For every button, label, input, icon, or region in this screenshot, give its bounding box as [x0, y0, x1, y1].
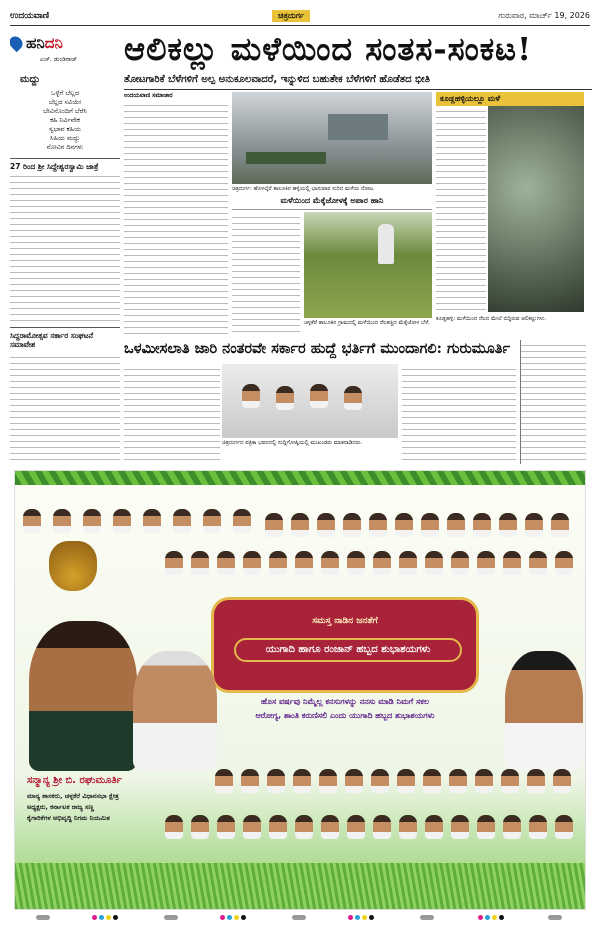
- festival-greeting-ad: [14, 470, 586, 910]
- story-headline: 27 ರಿಂದ ಶ್ರೀ ಸಿದ್ದೇಶ್ವರಸ್ವಾಮಿ ಜಾತ್ರೆ: [10, 162, 99, 171]
- reg-dot: [241, 915, 246, 920]
- reg-dot: [113, 915, 118, 920]
- masthead: [10, 6, 590, 26]
- greeting-line-2: ಆರೋಗ್ಯ, ಶಾಂತಿ ಕರುಣಿಸಲಿ ಎಂದು ಯುಗಾದಿ ಹಬ್ಬದ ಶುಭಾಶಯಗಳು: [255, 711, 435, 720]
- portrait-face: [477, 815, 495, 839]
- portrait-face: [501, 769, 519, 793]
- portrait-face: [243, 551, 261, 575]
- portrait-face: [451, 815, 469, 839]
- reg-dot: [220, 915, 225, 920]
- divider: [10, 327, 120, 328]
- reg-dot: [369, 915, 374, 920]
- portrait-face: [83, 509, 101, 533]
- maize-damage-photo: [304, 212, 432, 318]
- leader-portrait-large: [133, 651, 217, 771]
- second-text-2: [402, 364, 516, 464]
- reg-dot: [348, 915, 353, 920]
- portrait-face: [373, 815, 391, 839]
- person-shape: [310, 384, 328, 408]
- lead-photo-rain: [232, 92, 432, 184]
- reg-dot: [234, 915, 239, 920]
- portrait-face: [321, 815, 339, 839]
- hailstones-photo: [488, 106, 584, 312]
- grass-border: [15, 863, 586, 910]
- lead-subhead: ತೋಟಗಾರಿಕೆ ಬೆಳೆಗಳಿಗೆ ಅಲ್ಪ ಅನುಕೂಲವಾದರೆ, ಇನ್ನುಳಿದ ಬಹುತೇಕ ಬೆಳೆಗಳಿಗೆ ಹೊಡೆತದ ಭೀತಿ: [124, 74, 592, 90]
- portrait-face: [293, 769, 311, 793]
- portrait-face: [451, 551, 469, 575]
- poem-line: ಒಳ್ಳೆಗೆ ಬೆಲ್ಲದ: [50, 89, 80, 97]
- column-logo: [10, 30, 120, 56]
- reg-mark: [164, 915, 178, 920]
- person-shape: [344, 386, 362, 410]
- reg-mark: [36, 915, 50, 920]
- reg-dot: [485, 915, 490, 920]
- poem-line: ಸಿಹಿಯ ಮದ್ದು: [50, 134, 80, 142]
- drop-icon: [10, 34, 25, 52]
- masthead-paper-name: ಉದಯವಾಣಿ: [10, 10, 50, 21]
- portrait-face: [527, 769, 545, 793]
- portrait-face: [217, 815, 235, 839]
- mla-title-2: ಅಧ್ಯಕ್ಷರು, ಕರ್ನಾಟಕ ರಾಜ್ಯ ಸಣ್ಣ: [27, 803, 95, 811]
- leader-portrait-large: [505, 651, 583, 771]
- second-headline: ಒಳಮೀಸಲಾತಿ ಜಾರಿ ನಂತರವೇ ಸರ್ಕಾರ ಹುದ್ದೆ ಭರ್ತಿಗೆ ಮುಂದಾಗಲಿ: ಗುರುಮೂರ್ತಿ: [124, 340, 511, 357]
- reg-dot: [227, 915, 232, 920]
- left-column: [10, 30, 120, 460]
- reg-dot: [478, 915, 483, 920]
- hedge-shape: [246, 152, 326, 164]
- portrait-face: [317, 513, 335, 537]
- reg-dot: [499, 915, 504, 920]
- portrait-face: [551, 513, 569, 537]
- portrait-face: [113, 509, 131, 533]
- portrait-face: [553, 769, 571, 793]
- portrait-face: [215, 769, 233, 793]
- reg-dot: [92, 915, 97, 920]
- portrait-face: [165, 551, 183, 575]
- box-text: [232, 212, 300, 336]
- portrait-face: [423, 769, 441, 793]
- story-headline: ಸಿದ್ದರಾಮೋತ್ಸವ ಸರ್ಕಾರ ಸಂಘಟನೆ ಸಮಾವೇಶ: [10, 331, 94, 349]
- banner-main-text: ಯುಗಾದಿ ಹಾಗೂ ರಂಜಾನ್ ಹಬ್ಬದ ಶುಭಾಶಯಗಳು: [234, 638, 462, 662]
- mla-title-1: ಮಾನ್ಯ ಶಾಸಕರು, ಚಳ್ಳಕೆರೆ ವಿಧಾನಸಭಾ ಕ್ಷೇತ್ರ: [27, 792, 119, 800]
- person-shape: [276, 386, 294, 410]
- portrait-face: [369, 513, 387, 537]
- poem-title: ಮದ್ದು: [20, 74, 41, 85]
- portrait-face: [529, 815, 547, 839]
- portrait-face: [475, 769, 493, 793]
- portrait-face: [23, 509, 41, 533]
- portrait-face: [295, 815, 313, 839]
- portrait-face: [525, 513, 543, 537]
- portrait-face: [291, 513, 309, 537]
- lead-headline: ಆಲಿಕಲ್ಲು ಮಳೆಯಿಂದ ಸಂತಸ-ಸಂಕಟ!: [124, 30, 533, 68]
- poem-line: ಕಹಿ ನಿರ್ವಿವೇಕ: [50, 116, 80, 124]
- portrait-face: [425, 551, 443, 575]
- logo-text-b: ದನಿ: [44, 34, 63, 52]
- portrait-face: [373, 551, 391, 575]
- story-body-placeholder: [10, 171, 120, 321]
- reg-mark: [548, 915, 562, 920]
- portrait-face: [399, 551, 417, 575]
- portrait-face: [191, 551, 209, 575]
- press-meet-photo: [222, 364, 398, 438]
- greeting-banner: [211, 597, 479, 693]
- person-shape: [242, 384, 260, 408]
- box-caption: ಚಳ್ಳಕೆರೆ ತಾಲೂಕಿನ ಗ್ರಾಮದಲ್ಲಿ ಮಳೆಯಿಂದ ನೆಲಕಚ್ಚಿದ ಮೆಕ್ಕೆಜೋಳ ಬೆಳೆ.: [304, 320, 430, 326]
- mla-name: ಸನ್ಮಾನ್ಯ ಶ್ರೀ ಬಿ. ರಘುಮೂರ್ತಿ: [27, 775, 122, 786]
- portrait-face: [267, 769, 285, 793]
- portrait-face: [233, 509, 251, 533]
- portrait-face: [269, 551, 287, 575]
- portrait-face: [447, 513, 465, 537]
- masthead-section: ಚಿತ್ರದುರ್ಗ: [272, 10, 310, 22]
- mla-title-3: ಕೈಗಾರಿಕೆಗಳ ಅಭಿವೃದ್ಧಿ ನಿಗಮ ನಿಯಮಿತ: [27, 814, 110, 822]
- portrait-face: [503, 551, 521, 575]
- portrait-face: [371, 769, 389, 793]
- poem: [10, 89, 120, 152]
- reg-dot: [99, 915, 104, 920]
- portrait-face: [191, 815, 209, 839]
- portrait-face: [243, 815, 261, 839]
- masthead-date: ಗುರುವಾರ, ಮಾರ್ಚ್ 19, 2026: [498, 10, 590, 20]
- greeting-line-1: ಹೊಸ ವರ್ಷವು ನಿಮ್ಮೆಲ್ಲ ಕನಸುಗಳನ್ನು ನನಸು ಮಾಡಿ ನಿಮಗೆ ಸಕಲ: [260, 697, 430, 706]
- poem-line: ಬೇವಿನೊಂದಿಗೆ ಬೆರೆಸಿ: [43, 107, 87, 115]
- portrait-face: [347, 815, 365, 839]
- reg-dot: [355, 915, 360, 920]
- sidebar-text: [436, 106, 486, 312]
- lead-text-column: [124, 92, 228, 336]
- reg-dot: [362, 915, 367, 920]
- second-photo-caption: ಚಿತ್ರದುರ್ಗದ ಪತ್ರಿಕಾ ಭವನದಲ್ಲಿ ಸುದ್ದಿಗೋಷ್ಠಿಯಲ್ಲಿ ಮುಖಂಡರು ಮಾತನಾಡಿದರು.: [222, 440, 363, 446]
- portrait-face: [421, 513, 439, 537]
- portrait-face: [425, 815, 443, 839]
- portrait-face: [503, 815, 521, 839]
- portrait-face: [395, 513, 413, 537]
- portrait-face: [269, 815, 287, 839]
- portrait-face: [477, 551, 495, 575]
- portrait-face: [529, 551, 547, 575]
- shelter-shape: [328, 114, 388, 140]
- divider: [10, 158, 120, 159]
- farmer-shape: [378, 224, 394, 264]
- portrait-face: [473, 513, 491, 537]
- mango-leaf-border: [15, 471, 586, 485]
- banner-small-text: ಸಮಸ್ತ ನಾಡಿನ ಜನತೆಗೆ: [312, 616, 378, 626]
- portrait-face: [321, 551, 339, 575]
- dateline: ಉದಯವಾಣಿ ಸಮಾಚಾರ: [124, 92, 173, 99]
- portrait-face: [345, 769, 363, 793]
- sidebar-title: ಕೂಡ್ಲಹಳ್ಳಿಯಲ್ಲೂ ಮಳೆ: [436, 92, 584, 106]
- column-byline: ಎಚ್. ಡುಂಡಿರಾಜ್: [40, 56, 78, 63]
- portrait-face: [347, 551, 365, 575]
- portrait-face: [217, 551, 235, 575]
- portrait-face: [53, 509, 71, 533]
- mla-portrait: [29, 621, 137, 771]
- portrait-face: [555, 815, 573, 839]
- portrait-face: [399, 815, 417, 839]
- reg-dot: [106, 915, 111, 920]
- logo-text-a: ಹನಿ: [26, 34, 45, 52]
- side-brief: [520, 340, 586, 464]
- reg-mark: [292, 915, 306, 920]
- story-body-placeholder: [10, 352, 120, 460]
- portrait-face: [343, 513, 361, 537]
- poem-line: ಸ್ವಭಾವ ಕಹಿಯ: [49, 125, 81, 133]
- lead-photo-caption: ಚಿತ್ರದುರ್ಗ: ಹೊಳಲ್ಕೆರೆ ತಾಲೂಕಿನ ಹಳ್ಳಿಯಲ್ಲಿ ಭಾನುವಾರ ಸುರಿದ ಮಳೆಯ ನೋಟ.: [232, 186, 375, 192]
- story-body-placeholder: [124, 100, 228, 336]
- portrait-face: [203, 509, 221, 533]
- second-text: [124, 364, 220, 464]
- portrait-face: [295, 551, 313, 575]
- portrait-face: [173, 509, 191, 533]
- poem-line: ಬೆಲ್ಲದ ಸವಿಯೇ: [48, 98, 82, 106]
- box-title: ಮಳೆಯಿಂದ ಮೆಕ್ಕೆಜೋಳಕ್ಕೆ ಅಪಾರ ಹಾನಿ: [232, 196, 432, 210]
- sidebar-caption: ಕೂಡ್ಲಹಳ್ಳಿ: ಮಳೆಯಿಂದ ನೆಲದ ಮೇಲೆ ಬಿದ್ದಿರುವ ಆಲಿಕಲ್ಲುಗಳು.: [436, 316, 547, 322]
- reg-dot: [492, 915, 497, 920]
- poem-line: ನೋವಿನ ದಿನಗಳು: [46, 143, 84, 151]
- portrait-face: [265, 513, 283, 537]
- portrait-face: [397, 769, 415, 793]
- portrait-face: [319, 769, 337, 793]
- kalasha-icon: [49, 541, 97, 591]
- portrait-face: [241, 769, 259, 793]
- portrait-face: [499, 513, 517, 537]
- reg-mark: [420, 915, 434, 920]
- portrait-face: [555, 551, 573, 575]
- portrait-face: [143, 509, 161, 533]
- portrait-face: [449, 769, 467, 793]
- registration-marks: [0, 912, 600, 924]
